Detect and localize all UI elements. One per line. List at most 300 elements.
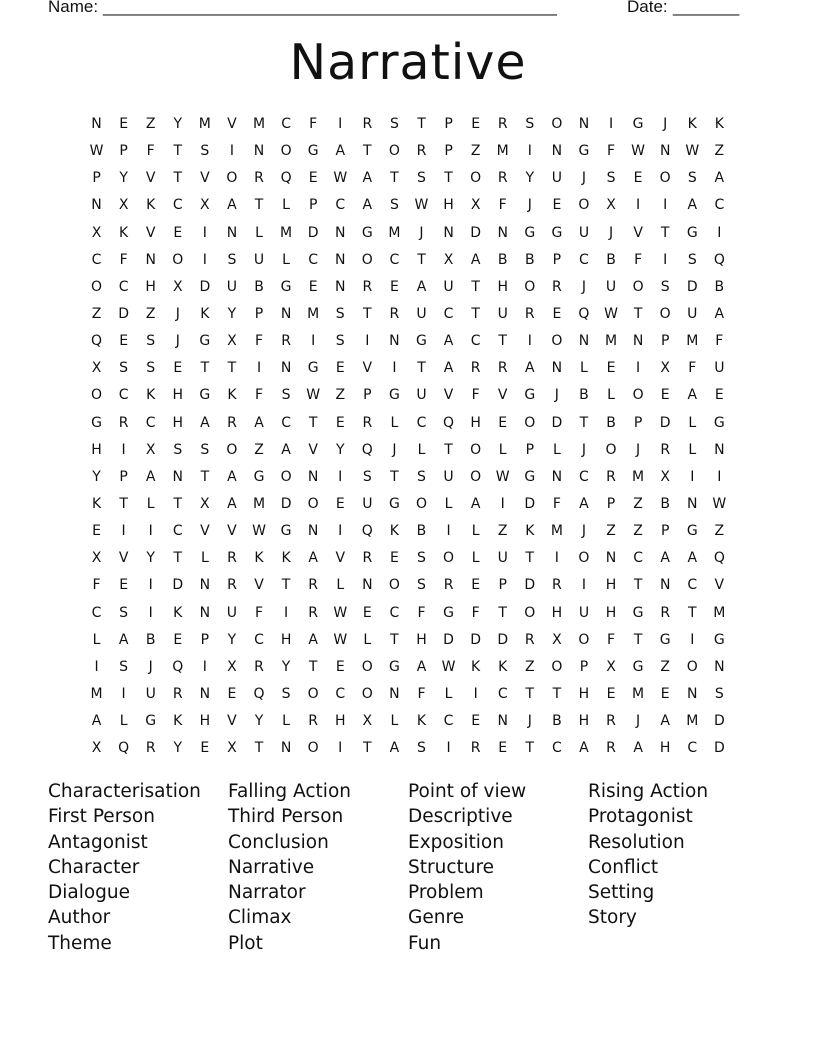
grid-cell: Z (633, 495, 643, 512)
grid-cell: A (579, 740, 589, 757)
grid-cell: A (200, 414, 210, 431)
grid-row (83, 192, 733, 219)
grid-cell: D (497, 631, 509, 648)
grid-cell: G (307, 360, 319, 377)
grid-cell: G (307, 143, 319, 160)
grid-cell: A (660, 550, 670, 567)
grid-cell: H (497, 278, 508, 295)
grid-cell: Q (361, 523, 373, 540)
grid-cell: E (200, 740, 210, 757)
grid-cell: I (338, 740, 343, 757)
grid-cell: N (687, 685, 698, 702)
word-list-item: Genre (408, 907, 465, 929)
grid-cell: D (470, 631, 482, 648)
grid-cell: Z (497, 523, 508, 540)
grid-cell: V (227, 713, 237, 730)
grid-cell: T (254, 197, 264, 214)
grid-cell: K (687, 116, 697, 132)
grid-cell: T (579, 414, 589, 431)
grid-cell: K (173, 604, 183, 621)
grid-cell: R (606, 713, 616, 730)
grid-cell: I (527, 333, 532, 350)
grid-row (83, 247, 733, 274)
grid-cell: H (334, 713, 346, 730)
grid-cell: B (660, 495, 670, 512)
grid-cell: B (579, 387, 589, 404)
grid-cell: X (660, 360, 670, 377)
grid-cell: A (714, 170, 725, 187)
grid-cell: H (91, 441, 102, 458)
grid-cell: A (470, 495, 481, 512)
grid-cell: S (417, 170, 426, 187)
grid-cell: L (607, 387, 615, 404)
grid-cell: I (365, 333, 370, 350)
grid-cell: I (392, 360, 397, 377)
grid-cell: A (308, 550, 318, 567)
grid-cell: G (659, 631, 671, 648)
word-list-item: Resolution (588, 831, 685, 853)
grid-cell: C (443, 305, 454, 322)
grid-cell: N (199, 604, 211, 621)
word-column (588, 779, 768, 931)
name-blank: ________________________________________________ (103, 0, 557, 16)
grid-cell: K (416, 713, 427, 730)
grid-cell: U (714, 360, 725, 377)
grid-cell: E (606, 360, 616, 377)
grid-cell: K (119, 224, 129, 241)
grid-cell: R (497, 116, 508, 132)
grid-cell: Q (280, 170, 292, 187)
grid-cell: O (578, 550, 590, 567)
grid-cell: K (227, 387, 237, 404)
grid-cell: E (173, 224, 183, 241)
grid-cell: V (145, 224, 156, 241)
grid-cell: X (200, 197, 210, 214)
grid-cell: N (307, 523, 319, 540)
grid-cell: R (308, 713, 319, 730)
grid-cell: P (552, 251, 562, 268)
grid-cell: E (498, 414, 508, 431)
grid-cell: F (606, 631, 616, 648)
grid-cell: J (581, 170, 587, 187)
grid-cell: T (687, 604, 697, 621)
grid-cell: N (199, 685, 211, 702)
grid-row (83, 301, 733, 328)
grid-cell: E (308, 278, 318, 295)
grid-cell: S (119, 658, 129, 675)
grid-cell: B (524, 251, 535, 268)
grid-cell: E (660, 685, 670, 702)
grid-cell: M (632, 685, 645, 702)
grid-cell: M (604, 333, 618, 350)
grid-cell: C (118, 387, 129, 404)
grid-cell: R (470, 740, 481, 757)
grid-cell: H (280, 631, 292, 648)
grid-cell: J (554, 387, 559, 404)
grid-cell: H (172, 414, 184, 431)
grid-cell: O (605, 441, 617, 458)
grid-cell: L (417, 441, 426, 458)
grid-cell: I (636, 360, 641, 377)
grid-row (83, 328, 733, 355)
grid-cell: A (362, 197, 373, 214)
grid-cell: E (173, 360, 183, 377)
grid-cell: J (636, 713, 641, 730)
grid-cell: J (581, 278, 587, 295)
grid-cell: B (714, 278, 725, 295)
grid-row (83, 437, 733, 464)
grid-cell: R (606, 468, 616, 485)
grid-cell: V (118, 550, 129, 567)
grid-cell: X (200, 495, 210, 512)
grid-cell: N (226, 224, 238, 241)
grid-cell: R (524, 631, 535, 648)
word-list-item: Climax (228, 907, 292, 929)
grid-cell: S (417, 550, 426, 567)
grid-cell: S (227, 251, 237, 268)
grid-cell: A (227, 495, 237, 512)
grid-cell: G (524, 224, 536, 241)
grid-cell: F (471, 604, 480, 621)
grid-cell: W (495, 468, 510, 485)
grid-cell: F (146, 143, 155, 160)
grid-cell: B (606, 414, 616, 431)
grid-row (83, 681, 733, 708)
grid-row (83, 518, 733, 545)
grid-cell: N (280, 305, 292, 322)
grid-cell: T (498, 604, 507, 621)
grid-cell: E (227, 685, 237, 702)
grid-cell: L (282, 713, 290, 730)
grid-cell: I (256, 360, 262, 377)
name-label: Name: (48, 0, 99, 16)
grid-cell: I (446, 523, 451, 540)
grid-cell: H (659, 740, 671, 757)
grid-cell: X (145, 441, 156, 458)
grid-cell: O (226, 441, 238, 458)
grid-cell: W (333, 631, 348, 648)
word-list-item: Dialogue (48, 882, 131, 904)
grid-cell: A (281, 441, 291, 458)
grid-cell: S (281, 685, 291, 702)
grid-cell: T (119, 495, 128, 512)
grid-cell: I (608, 116, 614, 132)
grid-cell: F (119, 251, 128, 268)
grid-cell: T (200, 360, 210, 377)
grid-cell: Q (361, 441, 373, 458)
word-list-item: Point of view (408, 781, 527, 802)
word-list-item: Conclusion (228, 831, 329, 853)
grid-cell: M (198, 116, 211, 132)
grid-cell: R (172, 685, 183, 702)
grid-cell: I (202, 224, 207, 241)
grid-cell: L (444, 495, 453, 512)
grid-cell: R (145, 740, 156, 757)
grid-cell: W (89, 143, 104, 160)
grid-cell: S (714, 685, 724, 702)
grid-cell: P (633, 414, 643, 431)
grid-cell: A (687, 387, 698, 404)
grid-cell: T (633, 631, 643, 648)
grid-cell: C (91, 604, 102, 621)
grid-cell: X (91, 360, 102, 377)
grid-cell: F (498, 197, 507, 214)
grid-cell: C (335, 685, 346, 702)
word-column (408, 779, 588, 956)
grid-cell: E (335, 414, 345, 431)
grid-cell: O (172, 251, 184, 268)
grid-cell: S (281, 387, 291, 404)
grid-cell: E (335, 495, 345, 512)
grid-cell: O (307, 685, 319, 702)
grid-cell: O (551, 333, 563, 350)
grid-cell: H (443, 197, 454, 214)
grid-cell: D (524, 577, 536, 594)
grid-cell: T (363, 740, 372, 757)
grid-cell: S (687, 170, 697, 187)
grid-cell: T (660, 224, 670, 241)
grid-cell: O (524, 604, 536, 621)
grid-cell: J (175, 305, 180, 322)
grid-cell: G (361, 224, 373, 241)
grid-cell: T (308, 414, 318, 431)
grid-cell: G (713, 631, 725, 648)
word-list-item: Narrator (228, 882, 306, 904)
grid-cell: L (688, 441, 697, 458)
grid-cell: A (91, 713, 102, 730)
grid-cell: G (551, 224, 563, 241)
grid-cell: A (118, 631, 129, 648)
grid-cell: T (471, 278, 480, 295)
grid-cell: E (471, 713, 481, 730)
grid-cell: L (146, 495, 155, 512)
grid-cell: S (417, 740, 426, 757)
grid-cell: L (255, 224, 263, 241)
grid-cell: Q (713, 550, 725, 567)
grid-cell: N (335, 251, 346, 268)
grid-cell: V (200, 170, 210, 187)
grid-cell: T (200, 468, 210, 485)
grid-cell: R (524, 305, 535, 322)
grid-cell: N (497, 224, 508, 241)
grid-cell: D (443, 631, 454, 648)
grid-cell: E (471, 577, 481, 594)
grid-cell: T (444, 170, 453, 187)
grid-cell: R (606, 740, 616, 757)
grid-cell: D (686, 278, 698, 295)
grid-cell: E (498, 740, 508, 757)
grid-cell: J (527, 197, 532, 214)
grid-cell: I (690, 468, 695, 485)
grid-cell: F (417, 604, 426, 621)
grid-cell: G (416, 333, 427, 350)
grid-cell: C (443, 713, 454, 730)
grid-cell: A (308, 631, 318, 648)
grid-cell: I (663, 197, 668, 214)
grid-cell: O (307, 740, 319, 757)
grid-cell: T (633, 305, 643, 322)
grid-cell: D (280, 495, 292, 512)
grid-cell: W (441, 658, 456, 675)
grid-row (83, 491, 733, 518)
grid-cell: P (119, 468, 128, 485)
grid-cell: T (254, 740, 264, 757)
grid-cell: O (524, 414, 536, 431)
grid-cell: S (389, 197, 399, 214)
grid-cell: V (714, 577, 725, 594)
grid-cell: R (497, 360, 508, 377)
grid-cell: U (145, 685, 156, 702)
grid-cell: X (470, 197, 481, 214)
grid-cell: O (388, 577, 400, 594)
grid-cell: I (446, 740, 451, 757)
grid-cell: L (498, 441, 507, 458)
grid-cell: O (524, 278, 536, 295)
grid-cell: O (659, 170, 671, 187)
grid-cell: O (470, 441, 482, 458)
grid-cell: V (633, 224, 643, 241)
grid-cell: X (606, 197, 616, 214)
grid-cell: V (335, 550, 346, 567)
grid-cell: R (470, 360, 481, 377)
grid-cell: E (552, 197, 562, 214)
grid-cell: V (227, 116, 237, 132)
grid-cell: H (605, 577, 617, 594)
grid-cell: W (333, 604, 348, 621)
grid-cell: N (605, 550, 617, 567)
grid-cell: S (525, 116, 535, 132)
grid-cell: N (714, 658, 725, 675)
grid-cell: N (497, 713, 508, 730)
grid-cell: F (254, 604, 264, 621)
grid-cell: S (362, 468, 372, 485)
grid-cell: Y (227, 305, 237, 322)
grid-cell: E (471, 116, 481, 132)
word-list-item: Author (48, 907, 111, 929)
grid-cell: N (551, 468, 563, 485)
grid-cell: V (145, 170, 156, 187)
grid-cell: Y (173, 116, 183, 132)
grid-row (83, 600, 733, 627)
grid-cell: Y (92, 468, 101, 485)
grid-cell: L (336, 577, 345, 594)
grid-cell: C (145, 414, 156, 431)
grid-cell: Y (227, 631, 237, 648)
grid-cell: M (90, 685, 103, 702)
grid-cell: P (660, 523, 670, 540)
grid-cell: D (659, 414, 671, 431)
grid-cell: P (579, 658, 589, 675)
grid-cell: X (227, 333, 237, 350)
grid-cell: I (338, 468, 343, 485)
grid-cell: E (389, 550, 399, 567)
grid-cell: G (632, 658, 644, 675)
grid-cell: G (199, 333, 211, 350)
grid-cell: R (118, 414, 129, 431)
word-list-item: Third Person (228, 806, 344, 828)
word-list-item: Structure (408, 856, 495, 878)
grid-cell: K (525, 523, 535, 540)
grid-cell: T (363, 143, 372, 160)
grid-cell: C (172, 197, 183, 214)
grid-cell: U (443, 468, 454, 485)
grid-cell: S (335, 333, 345, 350)
grid-cell: N (362, 577, 373, 594)
grid-cell: L (363, 631, 372, 648)
word-list-item: Protagonist (588, 806, 693, 828)
grid-cell: E (92, 523, 101, 540)
grid-cell: O (632, 278, 644, 295)
grid-row (83, 165, 733, 192)
grid-cell: M (632, 468, 645, 485)
grid-cell: Z (335, 387, 346, 404)
grid-cell: F (552, 495, 561, 512)
grid-cell: R (254, 658, 264, 675)
grid-cell: C (389, 604, 400, 621)
grid-cell: X (552, 631, 562, 648)
grid-cell: U (687, 305, 698, 322)
grid-cell: C (281, 116, 291, 132)
grid-row (83, 735, 733, 762)
grid-cell: N (659, 577, 671, 594)
grid-cell: A (362, 170, 373, 187)
word-list-item: Exposition (408, 831, 504, 853)
grid-cell: N (714, 441, 725, 458)
word-list (48, 779, 768, 969)
grid-cell: T (173, 143, 183, 160)
grid-cell: T (173, 170, 183, 187)
grid-cell: Y (119, 170, 128, 187)
grid-cell: G (253, 468, 265, 485)
grid-cell: N (659, 143, 671, 160)
grid-cell: M (686, 333, 699, 350)
grid-cell: A (227, 468, 237, 485)
grid-cell: O (91, 278, 103, 295)
grid-cell: J (419, 224, 424, 241)
grid-cell: O (361, 251, 373, 268)
word-list-item: Theme (48, 932, 112, 954)
grid-cell: U (362, 495, 373, 512)
grid-cell: C (714, 197, 725, 214)
grid-cell: T (525, 685, 535, 702)
grid-cell: S (173, 441, 183, 458)
grid-cell: B (145, 631, 156, 648)
grid-cell: S (389, 116, 399, 132)
grid-cell: P (660, 333, 670, 350)
grid-cell: T (471, 305, 480, 322)
word-list-item: Falling Action (228, 781, 351, 802)
grid-cell: G (91, 414, 102, 431)
word-list-item: Descriptive (408, 806, 513, 828)
grid-cell: I (527, 143, 532, 160)
grid-cell: H (551, 604, 563, 621)
grid-cell: I (636, 197, 641, 214)
grid-cell: L (552, 441, 561, 458)
grid-cell: J (663, 116, 668, 132)
grid-cell: U (443, 278, 454, 295)
grid-cell: E (119, 116, 129, 132)
grid-cell: Y (254, 713, 264, 730)
grid-cell: R (660, 604, 671, 621)
grid-cell: I (148, 604, 153, 621)
grid-cell: M (713, 604, 726, 621)
grid-cell: P (363, 387, 372, 404)
grid-cell: E (335, 360, 345, 377)
grid-row (83, 111, 733, 138)
grid-cell: N (280, 740, 292, 757)
grid-cell: U (578, 604, 590, 621)
grid-cell: C (687, 577, 698, 594)
